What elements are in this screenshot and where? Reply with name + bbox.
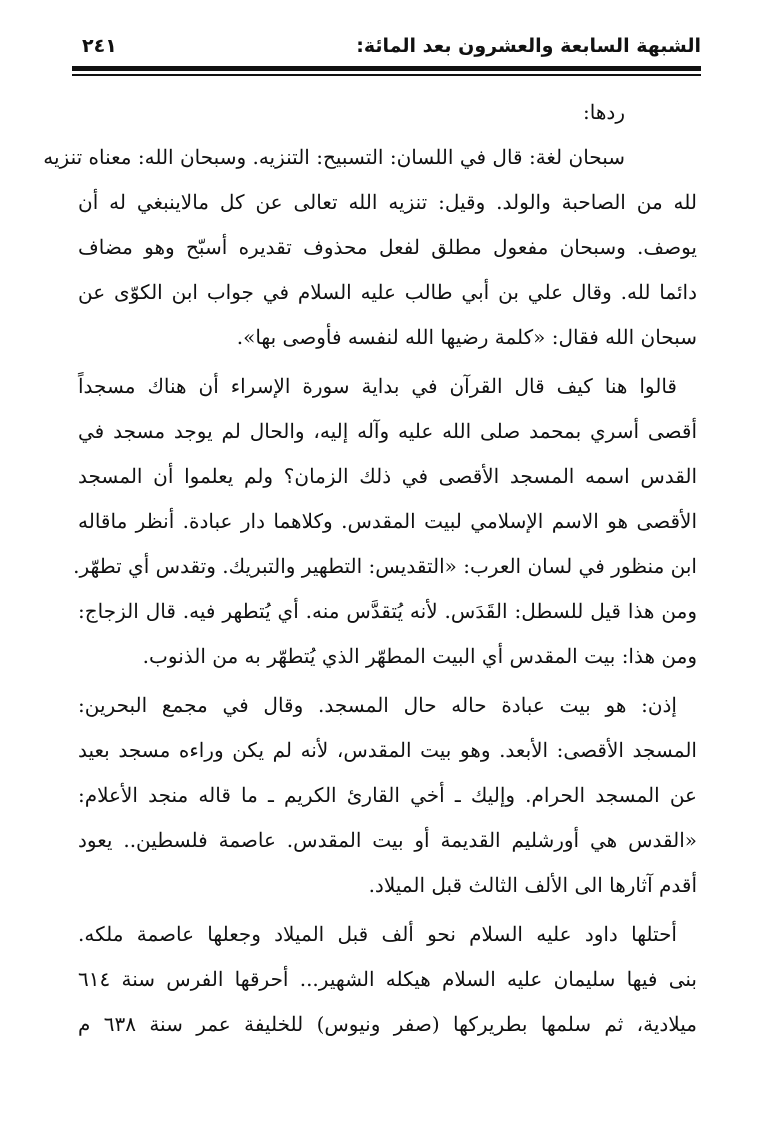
text-line: ردها: [583, 100, 625, 124]
chapter-title: الشبهة السابعة والعشرون بعد المائة: [356, 35, 701, 57]
text-line: قالوا هنا كيف قال القرآن في بداية سورة الإسراء أن هناك مسجداً [78, 374, 677, 398]
text-line: ابن منظور في لسان العرب: «التقديس: التطهير والتبريك. وتقدس أي تطهّر. [73, 554, 697, 578]
text-line: يوصف. وسبحان مفعول مطلق لفعل محذوف تقديره أسبّح وهو مضاف [78, 235, 697, 259]
header-rule-thick [72, 66, 701, 71]
text-line: عن المسجد الحرام. وإليك ـ أخي القارئ الكريم ـ ما قاله منجد الأعلام: [78, 783, 697, 807]
page-header [82, 26, 701, 66]
page-number: ٢٤١ [82, 35, 117, 57]
text-line: بنى فيها سليمان عليه السلام هيكله الشهير... أحرقها الفرس سنة ٦١٤ [78, 967, 697, 991]
text-line: سبحان لغة: قال في اللسان: التسبيح: التنزيه. وسبحان الله: معناه تنزيه [43, 145, 625, 169]
text-line: الأقصى هو الاسم الإسلامي لبيت المقدس. وكلاهما دار عبادة. أنظر ماقاله [78, 509, 697, 533]
text-line: أقصى أسري بمحمد صلى الله عليه وآله إليه، والحال لم يوجد مسجد في [78, 419, 697, 443]
text-line: سبحان الله فقال: «كلمة رضيها الله لنفسه فأوصى بها». [236, 325, 697, 349]
text-line: أقدم آثارها الى الألف الثالث قبل الميلاد. [368, 873, 697, 897]
header-rule-thin [72, 74, 701, 76]
text-line: ميلادية، ثم سلمها بطريركها (صفر ونيوس) للخليفة عمر سنة ٦٣٨ م [78, 1012, 697, 1036]
body-text [43, 90, 697, 1047]
text-line: ومن هذا: بيت المقدس أي البيت المطهّر الذي يُتطهّر به من الذنوب. [142, 644, 697, 668]
text-line: دائما لله. وقال علي بن أبي طالب عليه السلام في جواب ابن الكوّى عن [78, 280, 697, 304]
text-line: لله من الصاحبة والولد. وقيل: تنزيه الله تعالى عن كل مالاينبغي له أن [78, 190, 697, 214]
text-line: «القدس هي أورشليم القديمة أو بيت المقدس. عاصمة فلسطين.. يعود [78, 828, 697, 852]
text-line: المسجد الأقصى: الأبعد. وهو بيت المقدس، لأنه لم يكن وراءه مسجد بعيد [78, 738, 697, 762]
text-line: إذن: هو بيت عبادة حاله حال المسجد. وقال في مجمع البحرين: [78, 693, 677, 717]
text-line: أحتلها داود عليه السلام نحو ألف قبل الميلاد وجعلها عاصمة ملكه. [78, 922, 677, 946]
text-line: ومن هذا قيل للسطل: القَدَس. لأنه يُتقدَّس منه. أي يُتطهر فيه. قال الزجاج: [78, 599, 697, 623]
text-line: القدس اسمه المسجد الأقصى في ذلك الزمان؟ ولم يعلموا أن المسجد [78, 464, 697, 488]
